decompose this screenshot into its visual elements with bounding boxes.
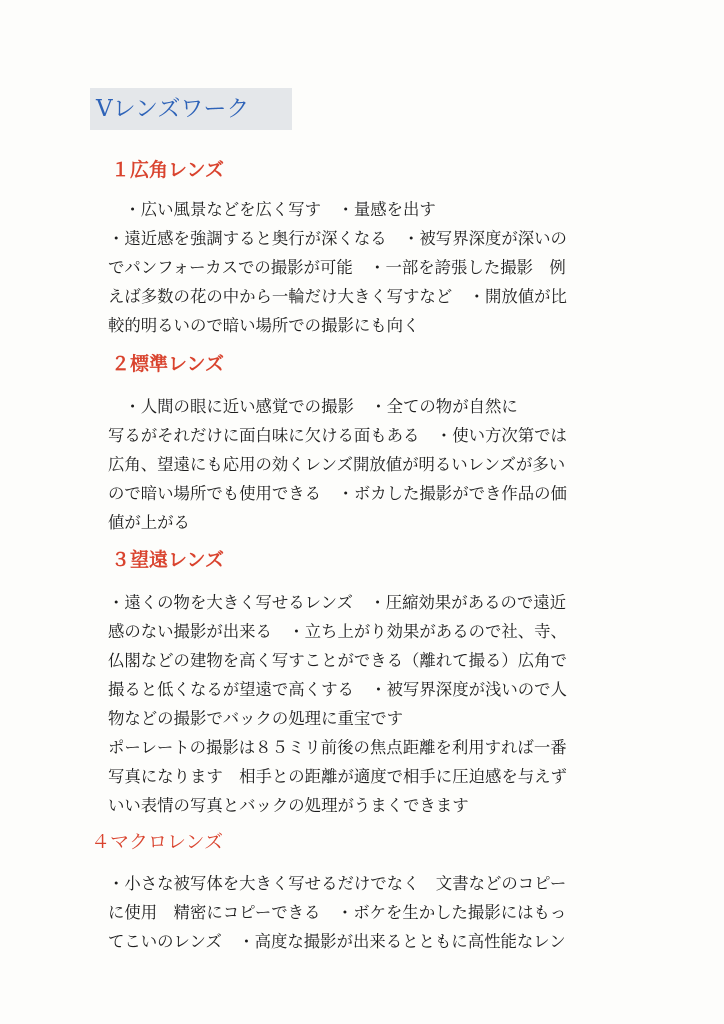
- paragraph-line: いい表情の写真とバックの処理がうまくできます: [108, 796, 469, 815]
- paragraph-line: ・小さな被写体を大きく写せるだけでなく 文書などのコピー: [108, 874, 567, 893]
- paragraph-line: でパンフォーカスでの撮影が可能 ・一部を誇張した撮影 例: [108, 258, 566, 277]
- paragraph-line: 感のない撮影が出来る ・立ち上がり効果があるので社、寺、: [108, 622, 567, 641]
- section-heading-macro: ４マクロレンズ: [91, 831, 223, 853]
- section-heading-telephoto: ３望遠レンズ: [111, 549, 224, 571]
- paragraph-line: ・遠近感を強調すると奥行が深くなる ・被写界深度が深いの: [108, 229, 567, 248]
- paragraph-line: 撮ると低くなるが望遠で高くする ・被写界深度が浅いので人: [108, 680, 567, 699]
- paragraph-line: 写るがそれだけに面白味に欠ける面もある ・使い方次第では: [108, 426, 567, 445]
- paragraph-line: 値が上がる: [108, 513, 190, 532]
- paragraph-line: ・広い風景などを広く写す ・量感を出す: [108, 200, 436, 219]
- paragraph-line: 仏閣などの建物を高く写すことができる（離れて撮る）広角で: [108, 651, 567, 670]
- paragraph-line: ので暗い場所でも使用できる ・ボカした撮影ができ作品の価: [108, 484, 567, 503]
- chapter-title: Vレンズワーク: [90, 88, 292, 130]
- paragraph-line: ポーレートの撮影は８５ミリ前後の焦点距離を利用すれば一番: [108, 738, 567, 757]
- paragraph-line: ・人間の眼に近い感覚での撮影 ・全ての物が自然に: [108, 397, 518, 416]
- paragraph-line: 物などの撮影でバックの処理に重宝です: [108, 709, 404, 728]
- paragraph-line: てこいのレンズ ・高度な撮影が出来るとともに高性能なレン: [108, 932, 566, 951]
- paragraph-line: に使用 精密にコピーできる ・ボケを生かした撮影にはもっ: [108, 903, 567, 922]
- paragraph-line: ・遠くの物を大きく写せるレンズ ・圧縮効果があるので遠近: [108, 593, 567, 612]
- paragraph-line: 写真になります 相手との距離が適度で相手に圧迫感を与えず: [108, 767, 567, 786]
- paragraph-line: 広角、望遠にも応用の効くレンズ開放値が明るいレンズが多い: [108, 455, 566, 474]
- paragraph-line: えば多数の花の中から一輪だけ大きく写すなど ・開放値が比: [108, 287, 567, 306]
- section-heading-wide-angle: １広角レンズ: [111, 159, 224, 181]
- section-heading-standard: ２標準レンズ: [111, 353, 224, 375]
- paragraph-line: 較的明るいので暗い場所での撮影にも向く: [108, 316, 420, 335]
